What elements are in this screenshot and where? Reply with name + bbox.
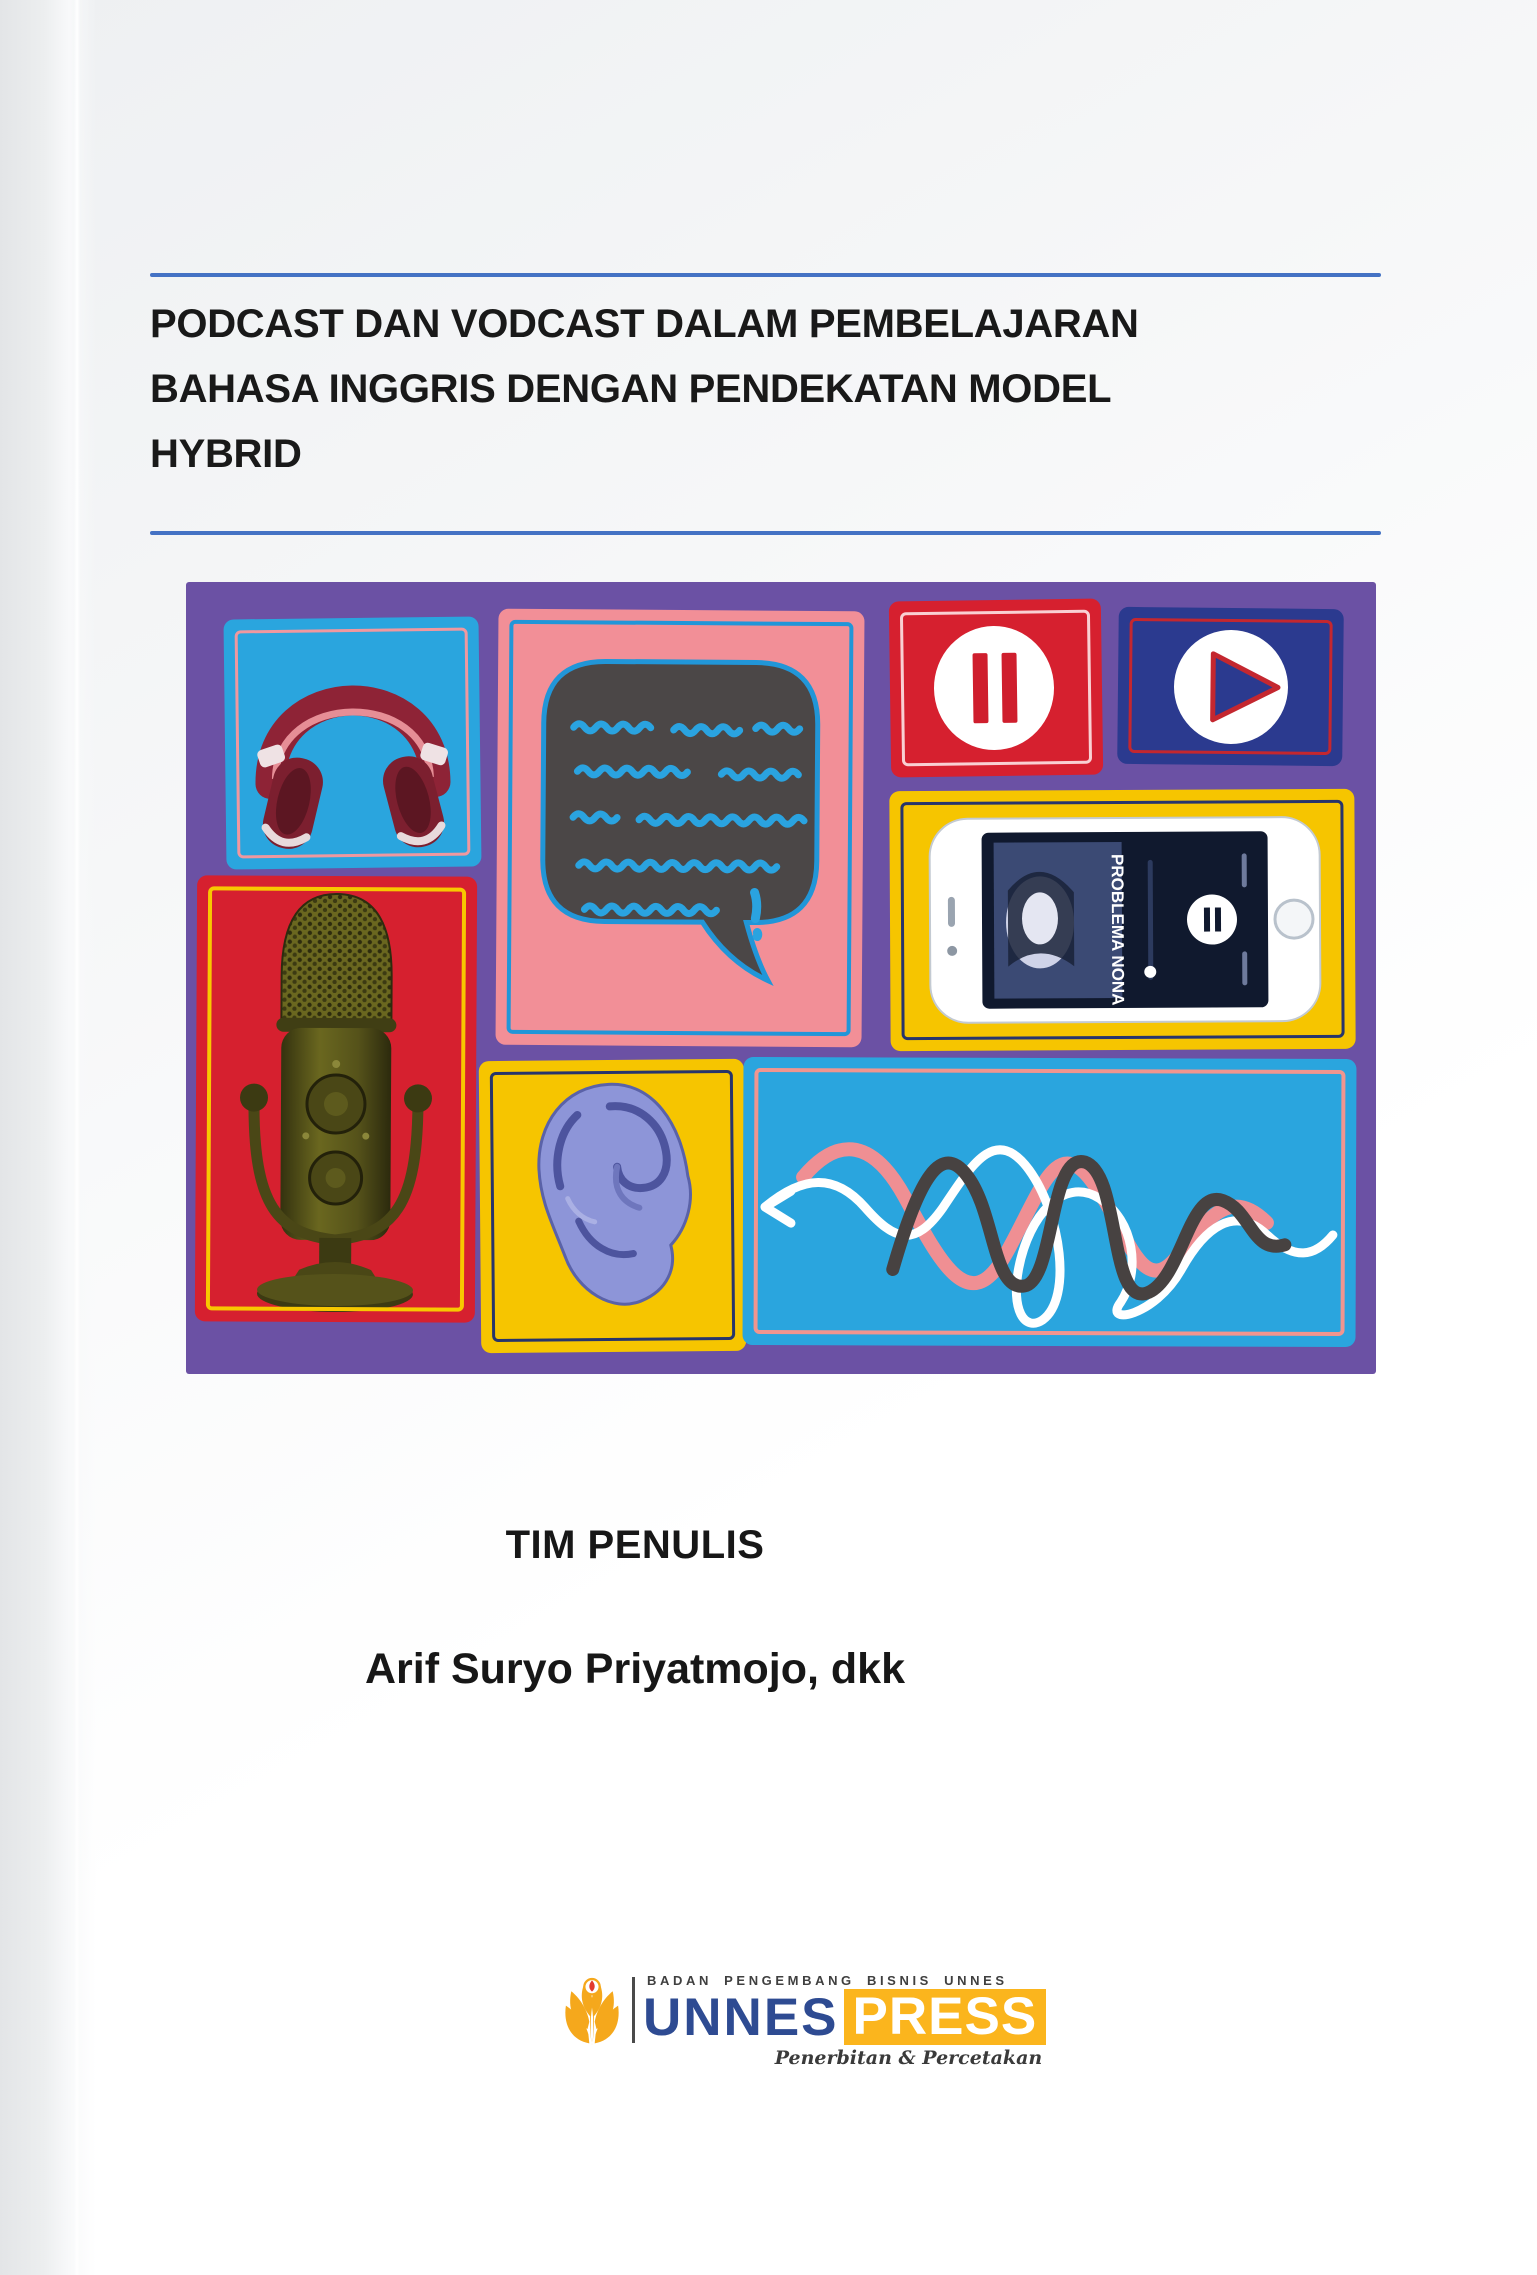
smartphone-tile [889,789,1355,1051]
cover-illustration [186,582,1376,1374]
phone-album-label: PROBLEMA NONA [1107,853,1128,1006]
unnes-emblem-icon [558,1975,626,2047]
sound-waves-icon [742,1057,1356,1347]
microphone-tile [195,875,477,1322]
publisher-logo [558,1971,1046,2069]
sound-waves-tile [742,1057,1356,1347]
logo-divider [632,1977,635,2043]
ear-tile [479,1059,747,1353]
team-heading: TIM PENULIS [505,1523,765,1567]
title-rule-top [150,273,1381,277]
title-rule-bottom [150,531,1381,535]
book-title-line-2: BAHASA INGGRIS DENGAN PENDEKATAN MODEL [150,367,1112,411]
pause-button-tile [889,599,1103,778]
headphones-icon [223,616,481,869]
publisher-name-unnes: UNNES [643,1987,839,2047]
book-title-line-1: PODCAST DAN VODCAST DALAM PEMBELAJARAN [150,302,1139,346]
book-title-line-3: HYBRID [150,432,302,476]
page-spine-shadow [0,0,96,2275]
microphone-icon [195,875,477,1322]
pause-icon [889,599,1103,778]
play-icon [1117,607,1344,766]
publisher-name-press: PRESS [844,1989,1047,2045]
publisher-tagline-top: BADAN PENGEMBANG BISNIS UNNES [647,1973,1008,1988]
publisher-tagline-bottom: Penerbitan & Percetakan [774,2047,1043,2069]
smartphone-icon [889,789,1355,1051]
ear-icon [479,1059,747,1353]
play-button-tile [1117,607,1344,766]
page-spine-edge [74,0,80,2275]
headphones-tile [223,616,481,869]
speech-bubble-tile [495,609,864,1048]
speech-bubble-icon [495,609,864,1048]
authors-line: Arif Suryo Priyatmojo, dkk [364,1645,906,1693]
book-title [150,292,1390,487]
